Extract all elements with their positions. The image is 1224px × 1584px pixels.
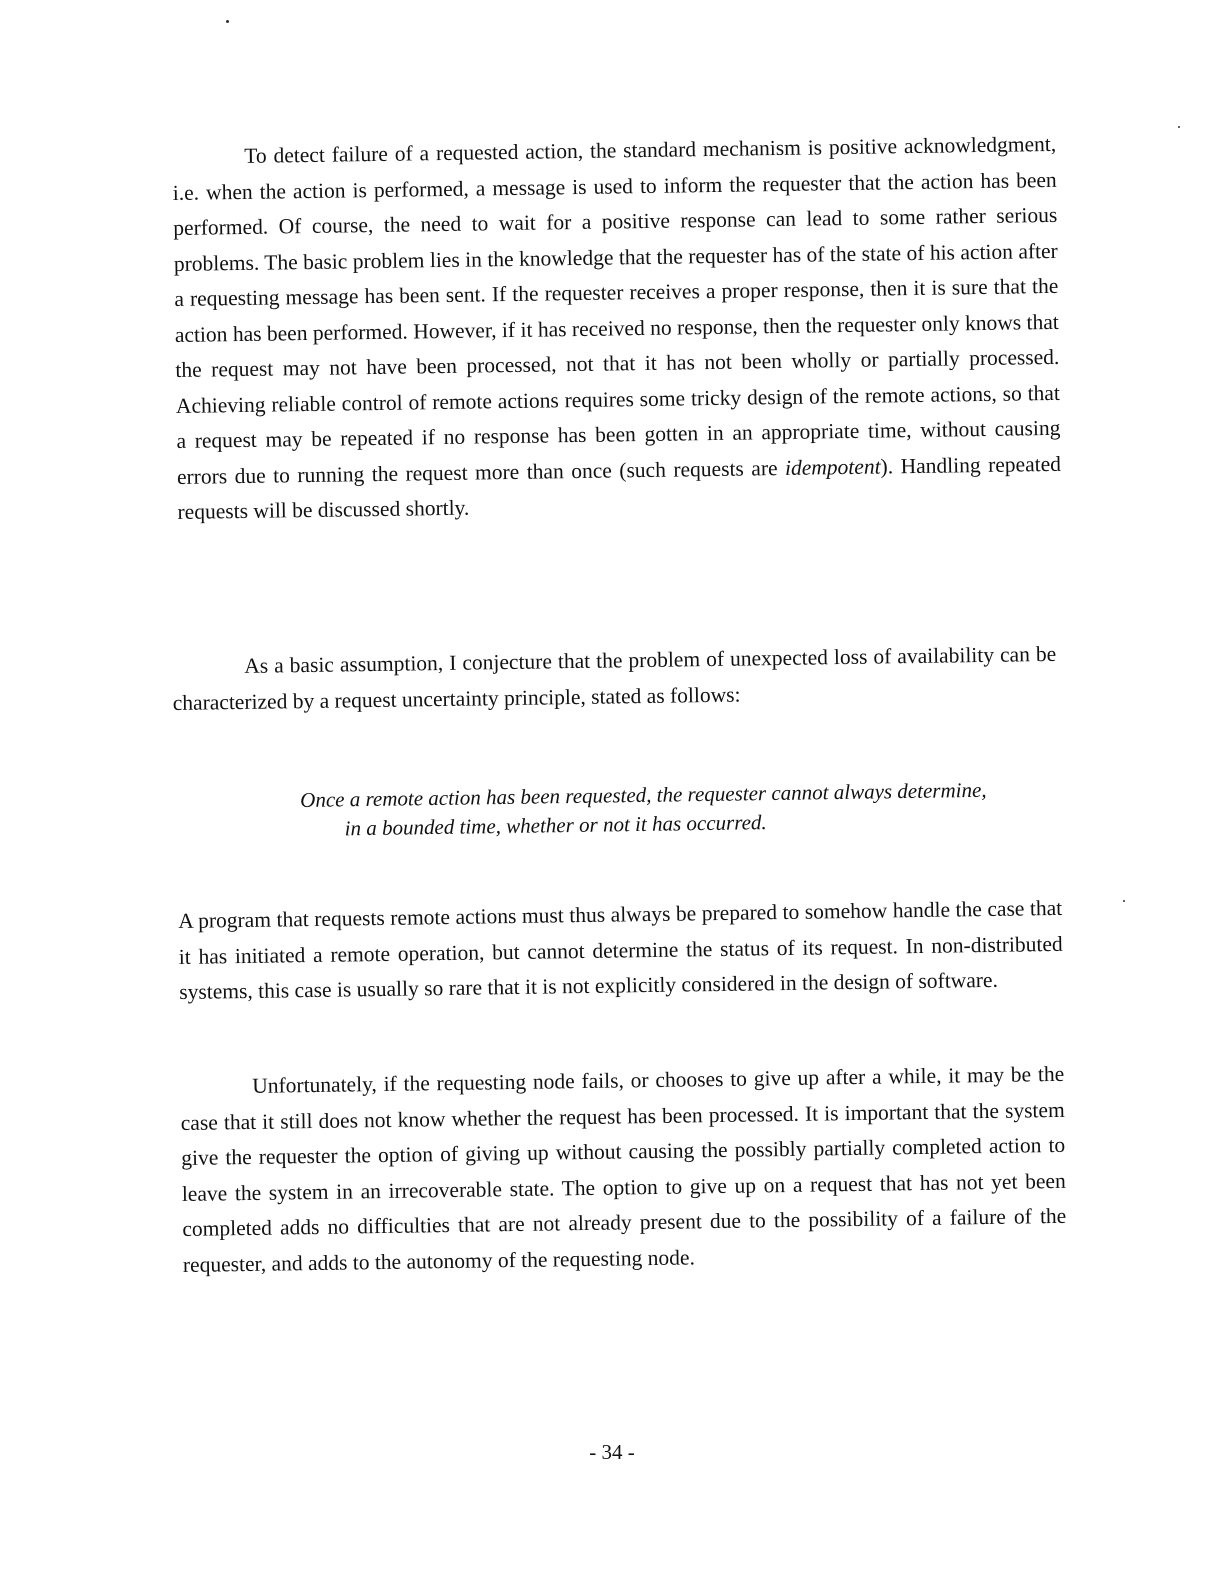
paragraph-text: To detect failure of a requested action, the standard mechanism is positive acknowledgment, i.e. when the action is performed, a message is used to inform the requester that the action has been performed. Of course, the need to wait for a positive response can lead to some rather serious problems. The basic problem lies in the knowledge that the requester has of the state of his action after a requesting message has been sent. If the requester receives a proper response, then it is sure that the action has been performed. However, if it has received no response, then the requester only knows that the request may not have been processed, not that it has not been wholly or partially processed. Achieving reliable control of remote actions requires some tricky design of the remote actions, so that a request may be repeated if no response has been gotten in an appropriate time, without causing errors due to running the request more than once (such requests are	[172, 131, 1061, 489]
paragraph-text: Unfortunately, if the requesting node fails, or chooses to give up after a while, it may be the case that it still does not know whether the request has been processed. It is important that the system give the requester the option of giving up without causing the possibly partially completed action to leave the system in an irrecoverable state. The option to give up on a request that has not yet been completed adds no difficulties that are not already present due to the possibility of a failure of the requester, and adds to the autonomy of the requesting node.	[180, 1061, 1067, 1277]
uncertainty-principle-quote: Once a remote action has been requested, the requester cannot always determine, in a bounded time, whether or not it has occurred.	[300, 777, 987, 841]
paragraph-acknowledgment	[172, 127, 1062, 531]
paragraph-give-up	[180, 1057, 1067, 1283]
scan-speck	[1123, 900, 1125, 902]
paragraph-text: A program that requests remote actions must thus always be prepared to somehow handle the case that it has initiated a remote operation, but cannot determine the status of its request. In non-distributed systems, this case is usually so rare that it is not explicitly considered in the design of software.	[178, 895, 1063, 1004]
paragraph-assumption	[172, 637, 1057, 721]
paragraph-text: As a basic assumption, I conjecture that the problem of unexpected loss of availability can be characterized by a request uncertainty principle, stated as follows:	[172, 641, 1057, 715]
paragraph-remote-actions	[178, 891, 1063, 1011]
paragraph-text-end: ). Handling repeated requests will be discussed shortly.	[177, 451, 1062, 524]
emphasis-idempotent: idempotent	[784, 454, 881, 480]
page-number: - 34 -	[589, 1440, 635, 1464]
scan-speck	[226, 20, 229, 23]
scan-speck	[1178, 126, 1180, 128]
